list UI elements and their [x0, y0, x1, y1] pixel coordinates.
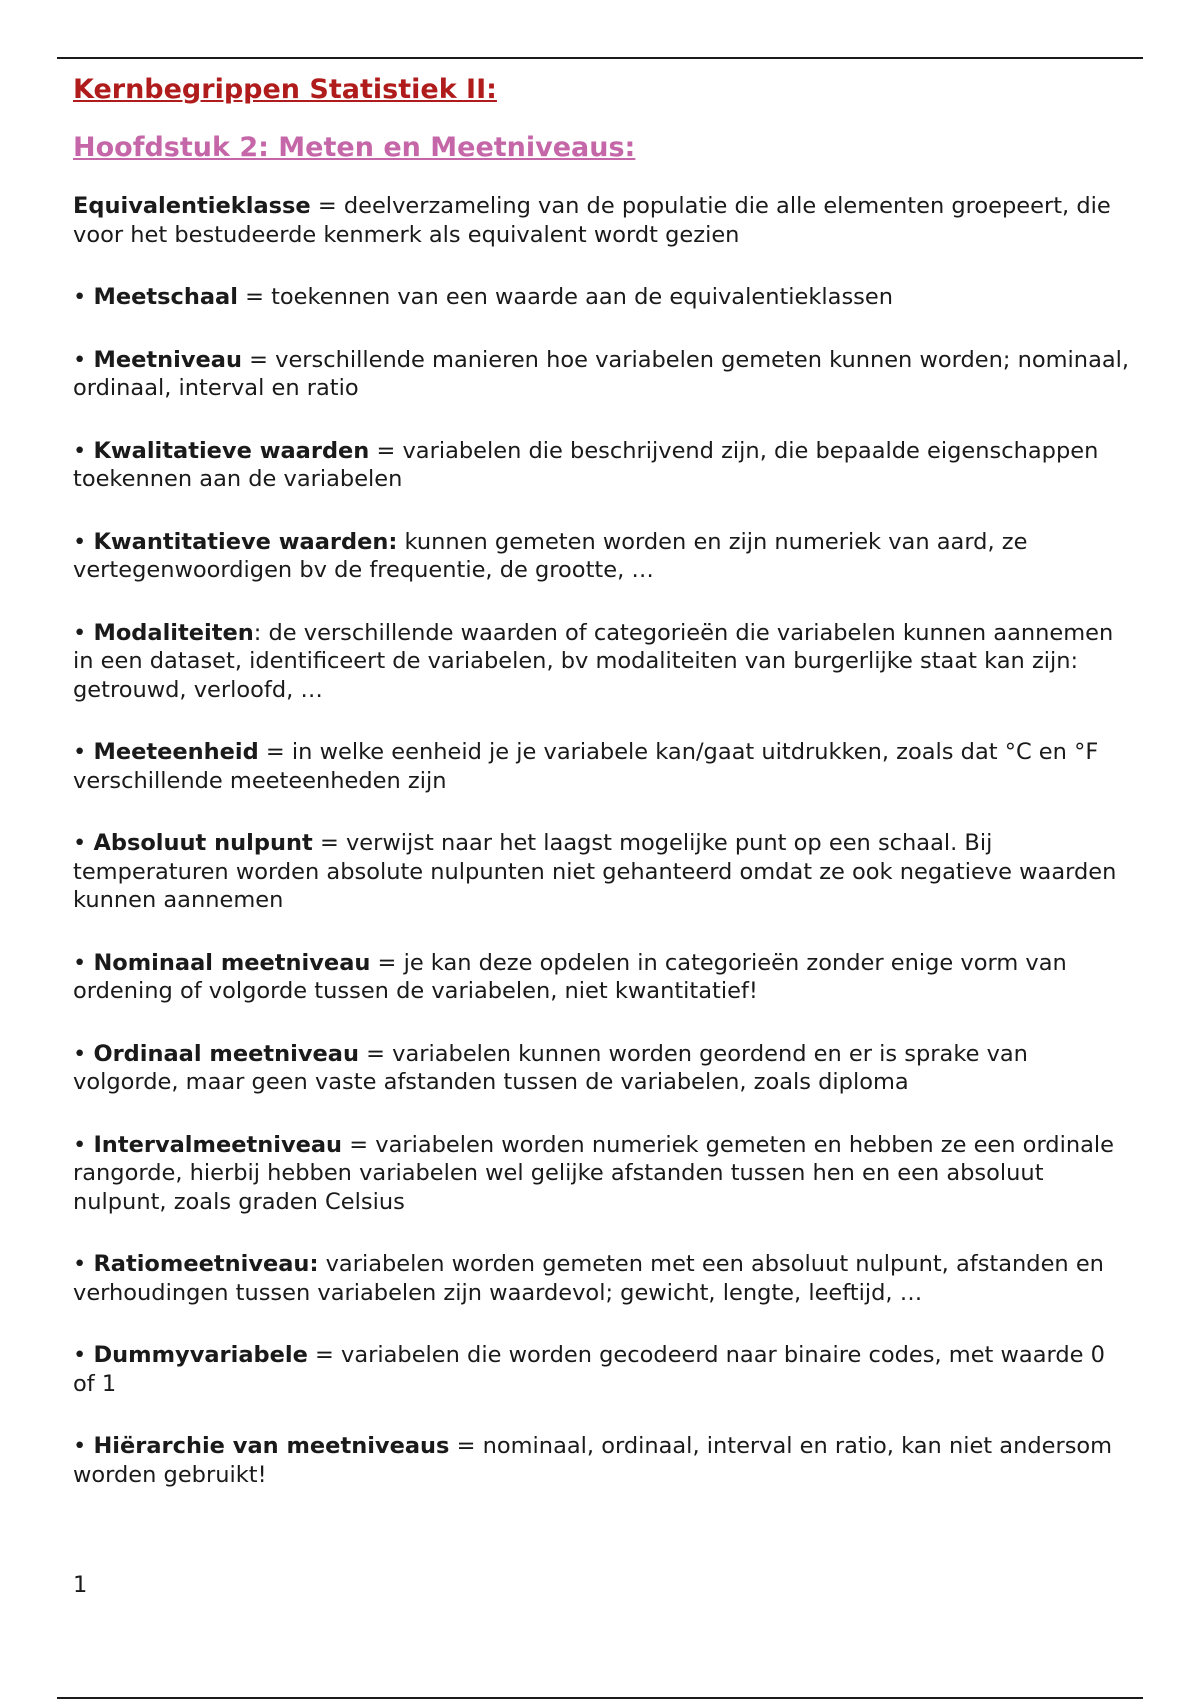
term-label: Ordinaal meetniveau: [93, 1040, 359, 1067]
bullet-icon: •: [73, 1040, 94, 1067]
term-definition: = je kan deze opdelen in categorieën zonder enige vorm van ordening of volgorde tussen de variabelen, niet kwantitatief!: [73, 949, 1067, 1004]
term-label: Hiërarchie van meetniveaus: [93, 1433, 450, 1459]
bullet-icon: •: [73, 949, 94, 976]
term-label: Equivalentieklasse: [73, 193, 311, 219]
definition-item: [73, 346, 1133, 403]
page-number: 1: [73, 1572, 88, 1598]
definition-item: [73, 1131, 1133, 1217]
term-definition: = variabelen die worden gecodeerd naar binaire codes, met waarde 0 of 1: [73, 1342, 1105, 1397]
term-label: Ratiomeetniveau:: [93, 1251, 319, 1277]
term-definition: = toekennen van een waarde aan de equivalentieklassen: [237, 284, 893, 310]
term-label: Dummyvariabele: [93, 1342, 308, 1368]
term-label: Kwantitatieve waarden:: [93, 528, 398, 555]
definition-item: [73, 1432, 1133, 1489]
bullet-icon: •: [73, 528, 94, 555]
definition-item: [73, 528, 1133, 585]
bullet-icon: •: [73, 1251, 94, 1277]
bullet-icon: •: [73, 739, 94, 765]
bullet-icon: •: [73, 1342, 94, 1368]
term-definition: = deelverzameling van de populatie die alle elementen groepeert, die voor het bestudeerde kenmerk als equivalent wordt gezien: [73, 193, 1111, 248]
top-rule: [57, 57, 1143, 59]
term-definition: variabelen worden gemeten met een absoluut nulpunt, afstanden en verhoudingen tussen variabelen zijn waardevol; gewicht, lengte, leeftijd, …: [73, 1251, 1104, 1306]
definition-item: [73, 1250, 1133, 1307]
term-definition: kunnen gemeten worden en zijn numeriek van aard, ze vertegenwoordigen bv de frequentie, de grootte, …: [73, 528, 1028, 583]
bullet-icon: •: [73, 1131, 94, 1158]
definition-item: [73, 829, 1133, 915]
term-definition: = variabelen worden numeriek gemeten en hebben ze een ordinale rangorde, hierbij hebben variabelen wel gelijke afstanden tussen hen en een absoluut nulpunt, zoals graden Celsius: [73, 1131, 1114, 1215]
term-definition: = variabelen kunnen worden geordend en er is sprake van volgorde, maar geen vaste afstanden tussen de variabelen, zoals diploma: [73, 1040, 1028, 1095]
document-body: [73, 72, 1133, 1489]
definition-item: [73, 283, 1133, 312]
definition-item: [73, 949, 1133, 1006]
bullet-icon: •: [73, 1433, 94, 1459]
term-definition: = in welke eenheid je je variabele kan/gaat uitdrukken, zoals dat °C en °F verschillende meeteenheden zijn: [73, 739, 1099, 794]
document-title: Kernbegrippen Statistiek II:: [73, 74, 497, 105]
chapter-title: Hoofdstuk 2: Meten en Meetniveaus:: [73, 132, 636, 163]
term-label: Modaliteiten: [93, 619, 254, 646]
term-label: Meeteenheid: [93, 739, 259, 765]
term-label: Kwalitatieve waarden: [93, 437, 370, 464]
definition-item: [73, 1341, 1133, 1398]
definition-item: [73, 738, 1133, 795]
bullet-icon: •: [73, 437, 94, 464]
definition-item: [73, 619, 1133, 705]
bullet-icon: •: [73, 619, 94, 646]
term-label: Absoluut nulpunt: [93, 830, 313, 856]
term-label: Meetschaal: [93, 284, 238, 310]
term-definition: : de verschillende waarden of categorieën die variabelen kunnen aannemen in een dataset, identificeert de variabelen, bv modaliteiten van burgerlijke staat kan zijn: getrouwd, verloofd, …: [73, 619, 1114, 703]
definition-item: [73, 437, 1133, 494]
definition-equivalentieklasse: [73, 192, 1133, 249]
term-label: Intervalmeetniveau: [93, 1131, 343, 1158]
definition-list: [73, 283, 1133, 1489]
term-label: Meetniveau: [93, 346, 242, 373]
bullet-icon: •: [73, 830, 94, 856]
bottom-rule: [57, 1697, 1143, 1699]
term-label: Nominaal meetniveau: [93, 949, 371, 976]
term-definition: = nominaal, ordinaal, interval en ratio, kan niet andersom worden gebruikt!: [73, 1433, 1113, 1488]
bullet-icon: •: [73, 346, 94, 373]
term-definition: = verschillende manieren hoe variabelen gemeten kunnen worden; nominaal, ordinaal, interval en ratio: [73, 346, 1130, 401]
definition-item: [73, 1040, 1133, 1097]
bullet-icon: •: [73, 284, 94, 310]
term-definition: = variabelen die beschrijvend zijn, die bepaalde eigenschappen toekennen aan de variabelen: [73, 437, 1099, 492]
term-definition: = verwijst naar het laagst mogelijke punt op een schaal. Bij temperaturen worden absolute nulpunten niet gehanteerd omdat ze ook negatieve waarden kunnen aannemen: [73, 830, 1117, 913]
